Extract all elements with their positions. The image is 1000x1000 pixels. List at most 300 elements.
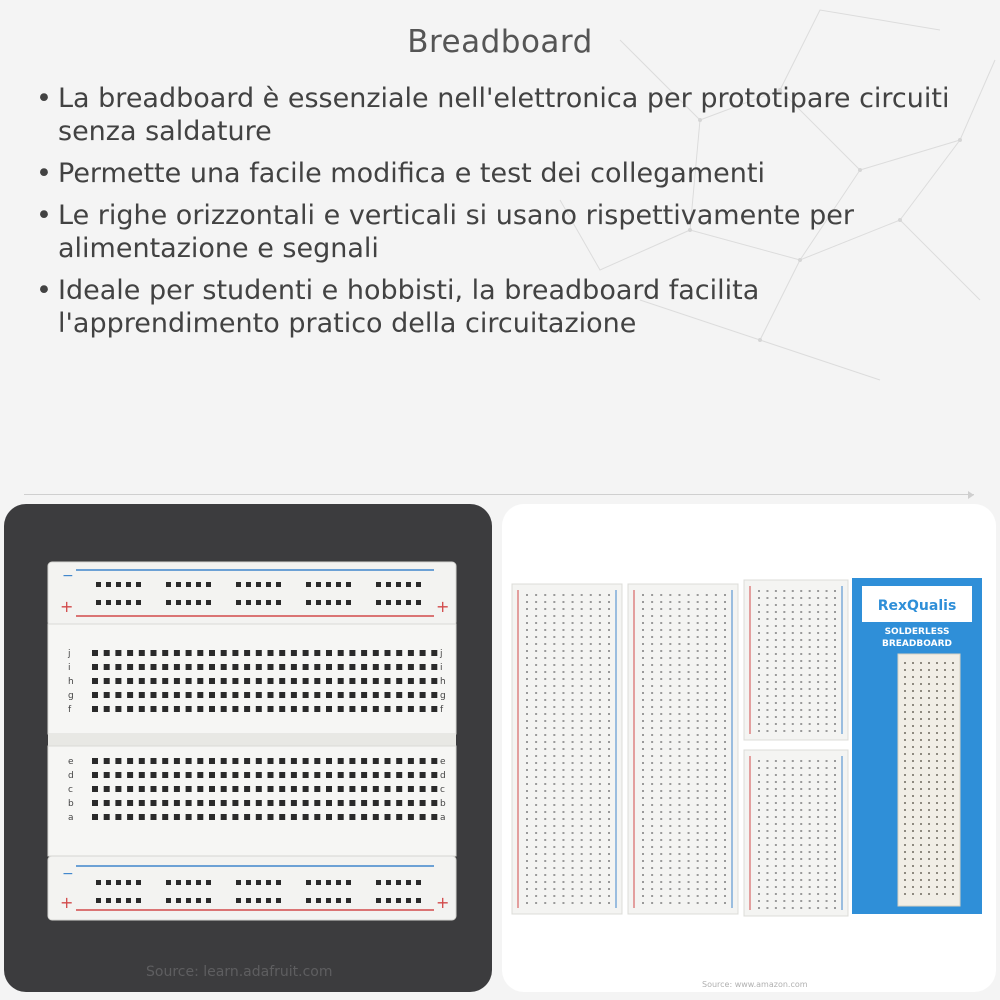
hole xyxy=(599,685,601,687)
hole xyxy=(544,594,546,596)
hole xyxy=(766,872,768,874)
hole xyxy=(697,881,699,883)
hole xyxy=(800,893,802,895)
hole xyxy=(775,604,777,606)
hole xyxy=(599,825,601,827)
hole xyxy=(581,601,583,603)
hole xyxy=(544,832,546,834)
hole xyxy=(775,795,777,797)
hole xyxy=(817,653,819,655)
hole xyxy=(928,858,930,860)
hole xyxy=(766,716,768,718)
hole xyxy=(669,902,671,904)
hole xyxy=(326,786,332,792)
hole xyxy=(590,622,592,624)
breadboard-product-illustration xyxy=(502,504,996,992)
hole xyxy=(706,706,708,708)
hole xyxy=(581,783,583,785)
hole xyxy=(660,615,662,617)
hole xyxy=(688,650,690,652)
hole xyxy=(572,671,574,673)
hole xyxy=(834,865,836,867)
hole xyxy=(572,762,574,764)
hole xyxy=(783,816,785,818)
hole xyxy=(562,678,564,680)
hole xyxy=(792,816,794,818)
hole xyxy=(162,772,168,778)
hole xyxy=(678,622,680,624)
hole xyxy=(809,618,811,620)
hole xyxy=(792,625,794,627)
hole xyxy=(660,818,662,820)
hole xyxy=(783,639,785,641)
hole xyxy=(326,664,332,670)
hole xyxy=(581,804,583,806)
hole xyxy=(314,786,320,792)
hole xyxy=(920,718,922,720)
rail-hole xyxy=(376,600,381,605)
hole xyxy=(553,881,555,883)
hole xyxy=(783,688,785,690)
hole xyxy=(904,753,906,755)
rail-hole xyxy=(186,600,191,605)
hole xyxy=(562,615,564,617)
hole xyxy=(544,608,546,610)
hole xyxy=(590,615,592,617)
hole xyxy=(581,895,583,897)
hole xyxy=(599,699,601,701)
hole xyxy=(912,858,914,860)
hole xyxy=(775,681,777,683)
hole xyxy=(809,767,811,769)
hole xyxy=(944,676,946,678)
hole xyxy=(338,678,344,684)
hole xyxy=(669,860,671,862)
hole xyxy=(809,639,811,641)
hole xyxy=(724,902,726,904)
hole xyxy=(688,664,690,666)
hole xyxy=(826,730,828,732)
hole xyxy=(581,755,583,757)
hole xyxy=(139,664,145,670)
hole xyxy=(952,697,954,699)
hole xyxy=(642,615,644,617)
hole xyxy=(268,758,274,764)
hole xyxy=(944,823,946,825)
hole xyxy=(544,734,546,736)
hole xyxy=(221,758,227,764)
rail-hole xyxy=(346,880,351,885)
hole xyxy=(562,881,564,883)
hole xyxy=(766,802,768,804)
hole xyxy=(792,730,794,732)
hole xyxy=(904,830,906,832)
hole xyxy=(920,816,922,818)
hole xyxy=(572,615,574,617)
hole xyxy=(669,741,671,743)
hole xyxy=(826,879,828,881)
hole xyxy=(817,716,819,718)
hole xyxy=(373,678,379,684)
hole xyxy=(792,788,794,790)
hole xyxy=(197,786,203,792)
hole xyxy=(92,758,98,764)
hole xyxy=(535,713,537,715)
hole xyxy=(553,622,555,624)
hole xyxy=(936,767,938,769)
hole xyxy=(590,650,592,652)
hole xyxy=(92,772,98,778)
rail-plus-label: + xyxy=(436,893,450,912)
rail-hole xyxy=(206,898,211,903)
hole xyxy=(724,881,726,883)
hole xyxy=(697,685,699,687)
hole xyxy=(775,660,777,662)
hole xyxy=(174,758,180,764)
hole xyxy=(920,669,922,671)
hole xyxy=(535,860,537,862)
hole xyxy=(562,755,564,757)
hole xyxy=(535,790,537,792)
rail-hole xyxy=(416,880,421,885)
hole xyxy=(904,872,906,874)
hole xyxy=(678,678,680,680)
hole xyxy=(221,664,227,670)
hole xyxy=(766,688,768,690)
hole xyxy=(766,653,768,655)
hole xyxy=(800,653,802,655)
hole xyxy=(766,702,768,704)
hole xyxy=(817,816,819,818)
hole xyxy=(303,706,309,712)
hole xyxy=(660,895,662,897)
hole xyxy=(572,664,574,666)
hole xyxy=(912,851,914,853)
hole xyxy=(775,667,777,669)
hole xyxy=(826,632,828,634)
hole xyxy=(651,608,653,610)
hole xyxy=(944,732,946,734)
hole xyxy=(912,662,914,664)
hole xyxy=(553,832,555,834)
hole xyxy=(162,800,168,806)
hole xyxy=(599,811,601,813)
hole xyxy=(817,802,819,804)
hole xyxy=(562,762,564,764)
hole xyxy=(826,851,828,853)
hole xyxy=(920,662,922,664)
hole xyxy=(642,797,644,799)
hole xyxy=(221,678,227,684)
hole xyxy=(678,671,680,673)
hole xyxy=(809,788,811,790)
hole xyxy=(256,772,262,778)
hole xyxy=(562,769,564,771)
hole xyxy=(572,608,574,610)
hole xyxy=(572,867,574,869)
hole xyxy=(706,867,708,869)
hole xyxy=(420,758,426,764)
hole xyxy=(758,681,760,683)
hole xyxy=(535,741,537,743)
hole xyxy=(678,748,680,750)
hole xyxy=(338,706,344,712)
hole xyxy=(809,611,811,613)
hole xyxy=(792,653,794,655)
hole xyxy=(920,676,922,678)
hole xyxy=(599,797,601,799)
hole xyxy=(526,846,528,848)
hole xyxy=(186,758,192,764)
hole xyxy=(642,734,644,736)
hole xyxy=(303,800,309,806)
hole xyxy=(688,720,690,722)
hole xyxy=(544,706,546,708)
hole xyxy=(651,706,653,708)
hole xyxy=(792,716,794,718)
rail-hole xyxy=(236,898,241,903)
hole xyxy=(724,734,726,736)
hole xyxy=(256,814,262,820)
hole xyxy=(834,760,836,762)
hole xyxy=(139,814,145,820)
hole xyxy=(936,704,938,706)
hole xyxy=(697,629,699,631)
hole xyxy=(817,865,819,867)
hole xyxy=(553,762,555,764)
hole xyxy=(361,814,367,820)
hole xyxy=(572,839,574,841)
hole xyxy=(706,776,708,778)
hole xyxy=(952,858,954,860)
hole xyxy=(420,706,426,712)
hole xyxy=(599,755,601,757)
hole xyxy=(526,818,528,820)
hole xyxy=(535,902,537,904)
hole xyxy=(766,865,768,867)
hole xyxy=(766,823,768,825)
hole xyxy=(688,755,690,757)
hole xyxy=(408,800,414,806)
hole xyxy=(232,706,238,712)
hole xyxy=(608,797,610,799)
center-channel xyxy=(48,734,456,746)
hole xyxy=(758,702,760,704)
hole xyxy=(669,671,671,673)
hole xyxy=(338,800,344,806)
hole xyxy=(724,818,726,820)
hole xyxy=(590,762,592,764)
hole xyxy=(826,865,828,867)
hole xyxy=(766,674,768,676)
hole xyxy=(912,753,914,755)
hole xyxy=(944,879,946,881)
hole xyxy=(174,786,180,792)
hole xyxy=(800,760,802,762)
hole xyxy=(669,783,671,785)
row-letter: g xyxy=(68,691,74,701)
hole xyxy=(826,688,828,690)
hole xyxy=(590,867,592,869)
row-letter: j xyxy=(68,649,71,659)
hole xyxy=(221,772,227,778)
hole xyxy=(912,816,914,818)
hole xyxy=(809,858,811,860)
hole xyxy=(775,632,777,634)
hole xyxy=(535,706,537,708)
hole xyxy=(642,811,644,813)
hole xyxy=(660,720,662,722)
hole xyxy=(724,706,726,708)
hole xyxy=(936,739,938,741)
hole xyxy=(792,858,794,860)
hole xyxy=(162,650,168,656)
hole xyxy=(715,860,717,862)
hole xyxy=(186,800,192,806)
hole xyxy=(608,678,610,680)
hole xyxy=(834,809,836,811)
hole xyxy=(800,900,802,902)
hole xyxy=(314,772,320,778)
hole xyxy=(669,790,671,792)
hole xyxy=(817,872,819,874)
hole xyxy=(651,818,653,820)
hole xyxy=(817,774,819,776)
hole xyxy=(792,674,794,676)
hole xyxy=(809,625,811,627)
hole xyxy=(669,622,671,624)
hole xyxy=(572,622,574,624)
hole xyxy=(660,811,662,813)
hole xyxy=(599,601,601,603)
hole xyxy=(373,772,379,778)
hole xyxy=(912,725,914,727)
hole xyxy=(952,795,954,797)
hole xyxy=(904,690,906,692)
hole xyxy=(526,895,528,897)
hole xyxy=(599,657,601,659)
hole xyxy=(209,664,215,670)
hole xyxy=(936,760,938,762)
hole xyxy=(599,671,601,673)
hole xyxy=(526,727,528,729)
hole xyxy=(817,688,819,690)
hole xyxy=(920,865,922,867)
hole xyxy=(642,692,644,694)
hole xyxy=(660,741,662,743)
hole xyxy=(775,781,777,783)
hole xyxy=(697,755,699,757)
hole xyxy=(904,746,906,748)
hole xyxy=(651,636,653,638)
hole xyxy=(599,594,601,596)
hole xyxy=(197,650,203,656)
hole xyxy=(608,671,610,673)
hole xyxy=(783,632,785,634)
hole xyxy=(562,783,564,785)
hole xyxy=(944,690,946,692)
hole xyxy=(268,678,274,684)
hole xyxy=(162,692,168,698)
bullet-text: Permette una facile modifica e test dei collegamenti xyxy=(58,158,765,189)
hole xyxy=(326,692,332,698)
hole xyxy=(688,657,690,659)
hole xyxy=(544,629,546,631)
hole xyxy=(783,767,785,769)
hole xyxy=(678,769,680,771)
hole xyxy=(920,732,922,734)
hole xyxy=(608,818,610,820)
hole xyxy=(535,783,537,785)
hole xyxy=(660,734,662,736)
hole xyxy=(420,800,426,806)
hole xyxy=(758,886,760,888)
hole xyxy=(669,706,671,708)
hole xyxy=(314,706,320,712)
hole xyxy=(553,867,555,869)
hole xyxy=(706,727,708,729)
rail-hole xyxy=(126,898,131,903)
hole xyxy=(651,783,653,785)
hole xyxy=(209,758,215,764)
hole xyxy=(361,664,367,670)
hole xyxy=(642,769,644,771)
hole xyxy=(834,716,836,718)
hole xyxy=(608,839,610,841)
hole xyxy=(944,704,946,706)
hole xyxy=(912,809,914,811)
hole xyxy=(535,748,537,750)
hole xyxy=(715,881,717,883)
hole xyxy=(608,594,610,596)
hole xyxy=(396,786,402,792)
hole xyxy=(581,881,583,883)
hole xyxy=(800,830,802,832)
hole xyxy=(792,872,794,874)
hole xyxy=(642,832,644,834)
hole xyxy=(678,720,680,722)
hole xyxy=(599,895,601,897)
hole xyxy=(526,692,528,694)
row-letter: e xyxy=(68,757,74,767)
hole xyxy=(783,604,785,606)
hole xyxy=(642,846,644,848)
hole xyxy=(706,902,708,904)
hole xyxy=(562,804,564,806)
hole xyxy=(279,800,285,806)
rail-hole xyxy=(246,600,251,605)
hole xyxy=(936,844,938,846)
hole xyxy=(197,664,203,670)
hole xyxy=(766,618,768,620)
hole xyxy=(826,695,828,697)
hole xyxy=(396,706,402,712)
hole xyxy=(724,699,726,701)
hole xyxy=(783,730,785,732)
hole xyxy=(599,622,601,624)
hole xyxy=(783,865,785,867)
hole xyxy=(706,825,708,827)
hole xyxy=(660,776,662,778)
hole xyxy=(660,657,662,659)
hole xyxy=(526,664,528,666)
hole xyxy=(651,678,653,680)
hole xyxy=(706,650,708,652)
hole xyxy=(174,706,180,712)
hole xyxy=(809,816,811,818)
hole xyxy=(669,881,671,883)
image-caption-left: Source: learn.adafruit.com xyxy=(146,964,333,980)
